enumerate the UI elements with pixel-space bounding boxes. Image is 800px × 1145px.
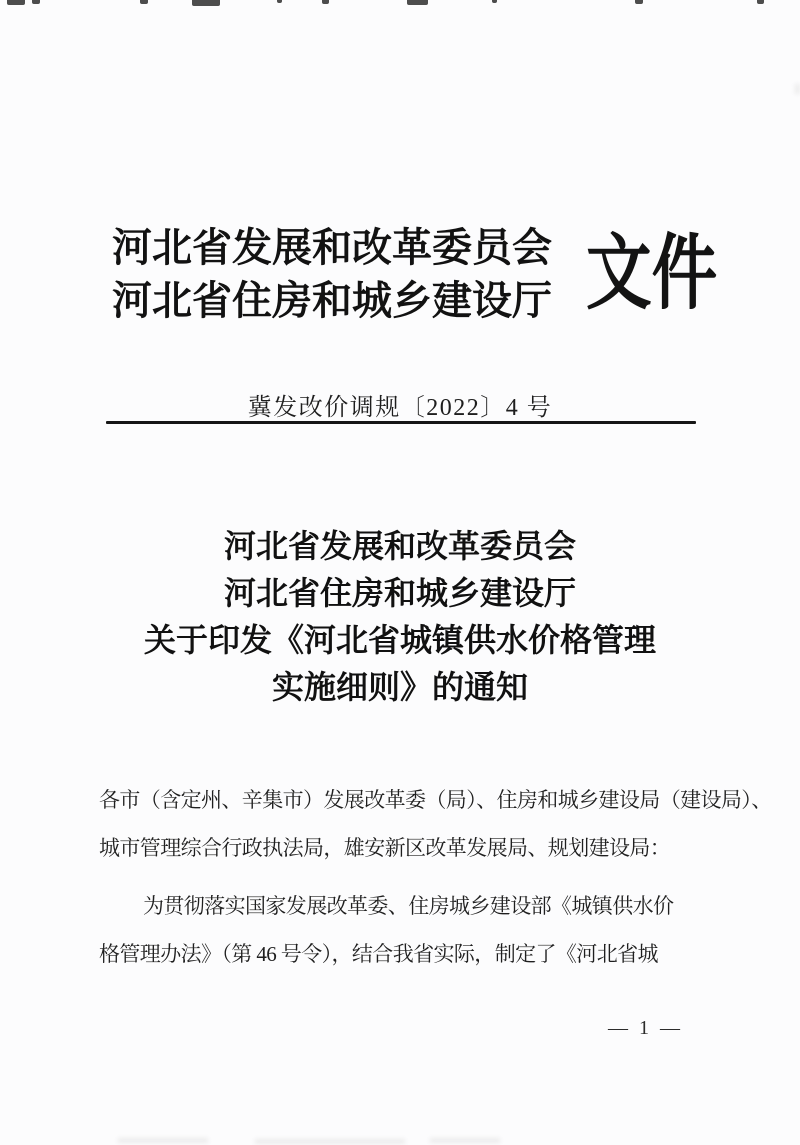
document-body (99, 776, 772, 978)
title-line: 关于印发《河北省城镇供水价格管理 (143, 622, 656, 658)
title-line: 河北省发展和改革委员会 (223, 528, 576, 564)
title-line: 河北省住房和城乡建设厅 (223, 575, 576, 611)
recipients-line: 城市管理综合行政执法局，雄安新区改革发展局、规划建设局： (99, 836, 671, 860)
page-number: — 1 — (608, 1017, 683, 1039)
document-type-label: 文件 (586, 228, 718, 319)
title-line: 实施细则》的通知 (271, 669, 528, 705)
document-title (0, 523, 800, 711)
header-divider-line (106, 421, 696, 424)
recipients-line: 各市（含定州、辛集市）发展改革委（局）、住房和城乡建设局（建设局）、 (99, 788, 772, 812)
agency-name-line: 河北省住房和城乡建设厅 (112, 278, 552, 323)
body-paragraph-line: 格管理办法》（第 46 号令），结合我省实际，制定了《河北省城 (99, 942, 658, 966)
letterhead (112, 221, 750, 327)
agency-name-line: 河北省发展和改革委员会 (112, 225, 552, 270)
body-paragraph-line: 为贯彻落实国家发展改革委、住房城乡建设部《城镇供水价 (143, 894, 674, 918)
document-number: 冀发改价调规〔2022〕4 号 (247, 395, 553, 421)
issuing-agencies (112, 221, 552, 327)
